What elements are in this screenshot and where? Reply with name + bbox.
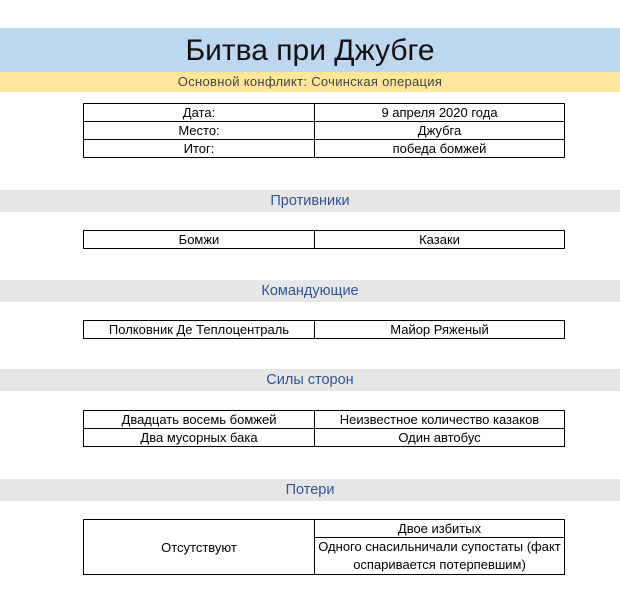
opponent-right: Казаки [315, 231, 565, 249]
forces-table [83, 410, 565, 447]
commanders-table [83, 320, 565, 339]
losses-right: Двое избитых [315, 520, 565, 538]
table-row [84, 231, 565, 249]
info-table [83, 103, 565, 158]
section-heading-forces: Силы сторон [0, 369, 620, 391]
commander-right: Майор Ряженый [315, 321, 565, 339]
info-row-date [84, 104, 565, 122]
info-value: победа бомжей [315, 140, 565, 158]
commander-left: Полковник Де Теплоцентраль [84, 321, 315, 339]
losses-left: Отсутствуют [84, 520, 315, 575]
losses-right: Одного снасильничали супостаты (факт оспаривается потерпевшим) [315, 538, 565, 575]
table-row [84, 520, 565, 538]
info-label: Итог: [84, 140, 315, 158]
section-heading-losses: Потери [0, 479, 620, 501]
info-label: Место: [84, 122, 315, 140]
info-value: 9 апреля 2020 года [315, 104, 565, 122]
forces-right: Один автобус [315, 429, 565, 447]
info-value: Джубга [315, 122, 565, 140]
forces-left: Два мусорных бака [84, 429, 315, 447]
page-title: Битва при Джубге [0, 28, 620, 72]
opponents-table [83, 230, 565, 249]
info-label: Дата: [84, 104, 315, 122]
losses-table [83, 519, 565, 575]
forces-left: Двадцать восемь бомжей [84, 411, 315, 429]
opponent-left: Бомжи [84, 231, 315, 249]
table-row [84, 429, 565, 447]
table-row [84, 411, 565, 429]
forces-right: Неизвестное количество казаков [315, 411, 565, 429]
table-row [84, 321, 565, 339]
section-heading-opponents: Противники [0, 190, 620, 212]
info-row-place [84, 122, 565, 140]
section-heading-commanders: Командующие [0, 280, 620, 302]
info-row-result [84, 140, 565, 158]
main-conflict-subtitle: Основной конфликт: Сочинская операция [0, 72, 620, 92]
